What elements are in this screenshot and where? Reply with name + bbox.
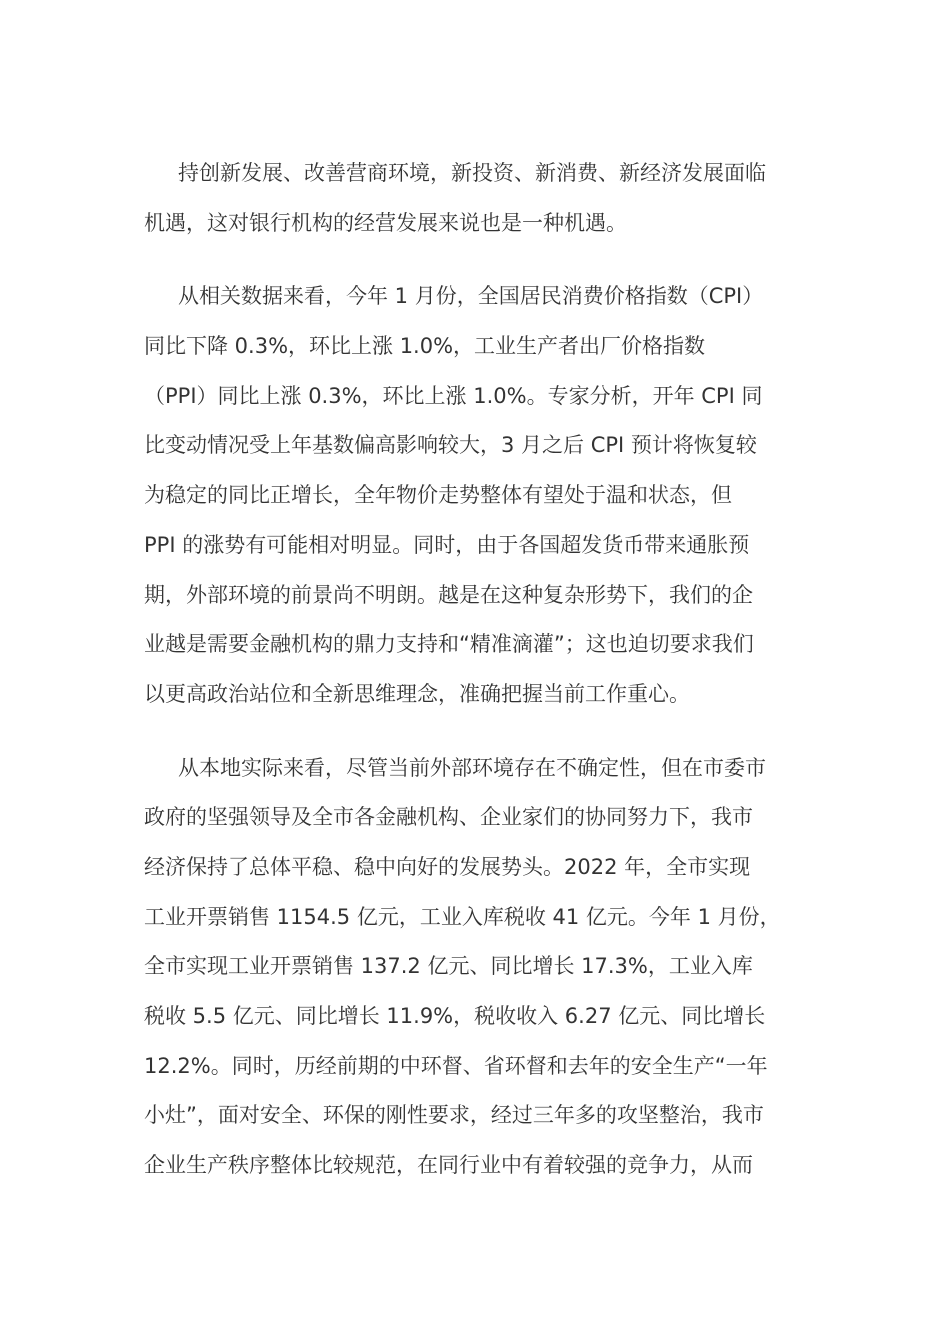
text-line: 以更高政治站位和全新思维理念，准确把握当前工作重心。: [144, 681, 690, 706]
text-line: 企业生产秩序整体比较规范，在同行业中有着较强的竞争力，从而: [144, 1153, 753, 1178]
paragraph-1: [144, 152, 810, 251]
document-body: [144, 152, 810, 1218]
text-line: 业越是需要金融机构的鼎力支持和“精准滴灌”；这也迫切要求我们: [144, 632, 754, 657]
text-line: 工业开票销售 1154.5 亿元，工业入库税收 41 亿元。今年 1 月份，: [144, 904, 781, 929]
text-line: 同比下降 0.3%，环比上涨 1.0%，工业生产者出厂价格指数: [144, 334, 706, 359]
text-line: 全市实现工业开票销售 137.2 亿元、同比增长 17.3%，工业入库: [144, 954, 753, 979]
text-line: 期，外部环境的前景尚不明朗。越是在这种复杂形势下，我们的企: [144, 582, 753, 607]
text-line: 小灶”，面对安全、环保的刚性要求，经过三年多的攻坚整治，我市: [144, 1103, 764, 1128]
text-line: 为稳定的同比正增长，全年物价走势整体有望处于温和状态，但: [144, 483, 732, 508]
paragraph-3: [144, 747, 810, 1194]
text-line: PPI 的涨势有可能相对明显。同时，由于各国超发货币带来通胀预: [144, 532, 750, 557]
paragraph-2: [144, 275, 810, 722]
text-line: 从相关数据来看，今年 1 月份，全国居民消费价格指数（CPI）: [178, 284, 764, 309]
text-line: （PPI）同比上涨 0.3%，环比上涨 1.0%。专家分析，开年 CPI 同: [144, 383, 763, 408]
text-line: 12.2%。同时，历经前期的中环督、省环督和去年的安全生产“一年: [144, 1053, 768, 1078]
text-line: 政府的坚强领导及全市各金融机构、企业家们的协同努力下，我市: [144, 805, 753, 830]
text-line: 税收 5.5 亿元、同比增长 11.9%，税收收入 6.27 亿元、同比增长: [144, 1004, 766, 1028]
text-line: 机遇，这对银行机构的经营发展来说也是一种机遇。: [144, 210, 627, 235]
text-line: 比变动情况受上年基数偏高影响较大，3 月之后 CPI 预计将恢复较: [144, 433, 757, 458]
text-line: 从本地实际来看，尽管当前外部环境存在不确定性，但在市委市: [178, 755, 766, 780]
text-line: 持创新发展、改善营商环境，新投资、新消费、新经济发展面临: [178, 161, 766, 185]
text-line: 经济保持了总体平稳、稳中向好的发展势头。2022 年，全市实现: [144, 854, 751, 879]
